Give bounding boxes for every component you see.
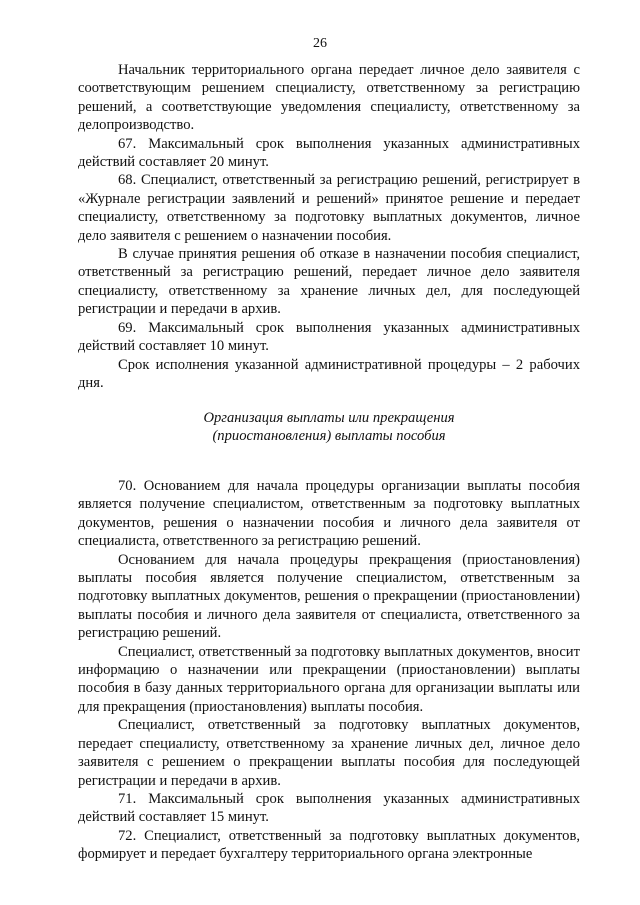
paragraph: Срок исполнения указанной административной процедуры – 2 рабочих дня. xyxy=(78,356,580,391)
paragraph: Основанием для начала процедуры прекращения (приостановления) выплаты пособия является получение специалистом, ответственным за подготовку выплатных документов, решения о прекращении (приостановлении) выплаты пособия и личного дела заявителя от специалиста, ответственного за регистрацию решений. xyxy=(78,551,580,642)
top-text-block xyxy=(78,61,580,392)
paragraph: 68. Специалист, ответственный за регистрацию решений, регистрирует в «Журнале регистрации заявлений и решений» принятое решение и передает специалисту, ответственному за подготовку выплатных документов, личное дело заявителя с решением о назначении пособия. xyxy=(78,172,580,244)
section-heading-line: (приостановления) выплаты пособия xyxy=(212,428,446,445)
section-heading-line: Организация выплаты или прекращения xyxy=(203,410,455,426)
page-number: 26 xyxy=(313,36,327,51)
section-heading xyxy=(78,409,580,446)
paragraph: 69. Максимальный срок выполнения указанных административных действий составляет 10 минут. xyxy=(78,319,580,355)
bottom-text-block xyxy=(78,477,580,864)
paragraph: 71. Максимальный срок выполнения указанных административных действий составляет 15 минут. xyxy=(78,790,580,826)
paragraph: Начальник территориального органа передает личное дело заявителя с соответствующим решением специалисту, ответственному за регистрацию решений, а соответствующие уведомления специалисту, ответственному за делопроизводство. xyxy=(78,62,580,134)
paragraph: 67. Максимальный срок выполнения указанных административных действий составляет 20 минут. xyxy=(78,135,580,171)
paragraph: Специалист, ответственный за подготовку выплатных документов, вносит информацию о назначении или прекращении (приостановлении) выплаты пособия в базу данных территориального органа для организации выплаты или для прекращения (приостановления) выплаты пособия. xyxy=(78,643,580,715)
paragraph: 72. Специалист, ответственный за подготовку выплатных документов, формирует и передает бухгалтеру территориального органа электронные xyxy=(78,827,580,863)
paragraph: 70. Основанием для начала процедуры организации выплаты пособия является получение специалистом, ответственным за подготовку выплатных документов, решения о назначении пособия и личного дела заявителя от специалиста, ответственного за регистрацию решений. xyxy=(78,478,580,550)
paragraph: Специалист, ответственный за подготовку выплатных документов, передает специалисту, ответственному за хранение личных дел, личное дело заявителя с решением о прекращении выплаты пособия для последующей регистрации и передачи в архив. xyxy=(78,717,580,789)
paragraph: В случае принятия решения об отказе в назначении пособия специалист, ответственный за регистрацию решений, передает личное дело заявителя специалисту, ответственному за хранение личных дел, для последующей регистрации и передачи в архив. xyxy=(78,246,580,318)
